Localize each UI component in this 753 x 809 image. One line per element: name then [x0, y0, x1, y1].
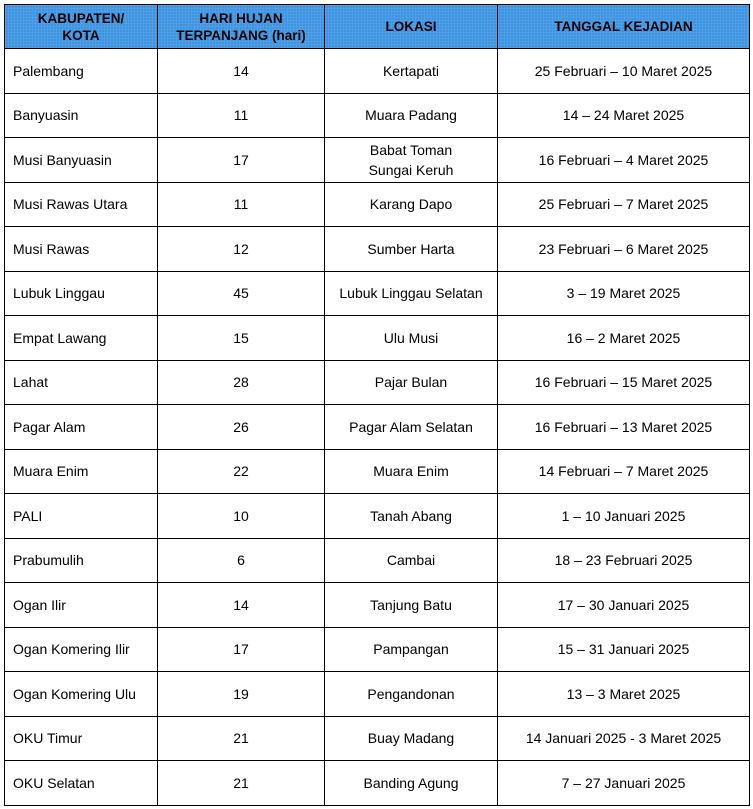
- lokasi-line: Muara Padang: [365, 107, 457, 124]
- cell-kabupaten: Ogan Ilir: [5, 583, 158, 628]
- cell-tanggal-kejadian: 3 – 19 Maret 2025: [498, 271, 750, 316]
- cell-kabupaten: Musi Banyuasin: [5, 138, 158, 183]
- cell-lokasi: [325, 49, 498, 94]
- rainfall-table-container: [4, 4, 750, 806]
- cell-lokasi: [325, 449, 498, 494]
- header-hari-line-1: HARI HUJAN: [199, 10, 283, 26]
- cell-tanggal-kejadian: 23 Februari – 6 Maret 2025: [498, 227, 750, 272]
- table-row: [5, 316, 750, 361]
- cell-tanggal-kejadian: 15 – 31 Januari 2025: [498, 627, 750, 672]
- table-row: [5, 538, 750, 583]
- cell-hari-hujan: 17: [158, 138, 325, 183]
- lokasi-line: Muara Enim: [373, 463, 449, 480]
- cell-hari-hujan: 45: [158, 271, 325, 316]
- cell-hari-hujan: 14: [158, 583, 325, 628]
- cell-tanggal-kejadian: 16 – 2 Maret 2025: [498, 316, 750, 361]
- cell-tanggal-kejadian: 25 Februari – 10 Maret 2025: [498, 49, 750, 94]
- table-row: [5, 49, 750, 94]
- lokasi-line: Ulu Musi: [383, 329, 439, 346]
- lokasi-line: Pampangan: [373, 641, 449, 658]
- cell-kabupaten: Ogan Komering Ulu: [5, 672, 158, 717]
- cell-hari-hujan: 21: [158, 716, 325, 761]
- table-row: [5, 360, 750, 405]
- cell-lokasi: [325, 227, 498, 272]
- cell-lokasi: [325, 182, 498, 227]
- table-row: [5, 672, 750, 717]
- header-kabupaten-line-1: KABUPATEN/: [37, 10, 125, 26]
- cell-hari-hujan: 17: [158, 627, 325, 672]
- lokasi-line: Babat Toman: [369, 141, 453, 158]
- cell-lokasi: [325, 271, 498, 316]
- cell-kabupaten: Musi Rawas: [5, 227, 158, 272]
- cell-tanggal-kejadian: 17 – 30 Januari 2025: [498, 583, 750, 628]
- cell-lokasi: [325, 93, 498, 138]
- cell-tanggal-kejadian: 7 – 27 Januari 2025: [498, 761, 750, 806]
- cell-kabupaten: Palembang: [5, 49, 158, 94]
- header-lokasi: LOKASI: [325, 5, 498, 49]
- cell-lokasi: [325, 405, 498, 450]
- cell-kabupaten: Lahat: [5, 360, 158, 405]
- table-row: [5, 405, 750, 450]
- lokasi-line: Sungai Keruh: [368, 161, 454, 178]
- table-row: [5, 761, 750, 806]
- cell-lokasi: [325, 583, 498, 628]
- lokasi-line: Lubuk Linggau Selatan: [339, 285, 483, 302]
- cell-lokasi: [325, 138, 498, 183]
- cell-hari-hujan: 11: [158, 93, 325, 138]
- table-row: [5, 627, 750, 672]
- cell-kabupaten: OKU Timur: [5, 716, 158, 761]
- cell-tanggal-kejadian: 16 Februari – 13 Maret 2025: [498, 405, 750, 450]
- lokasi-line: Pengandonan: [367, 685, 455, 702]
- cell-tanggal-kejadian: 16 Februari – 15 Maret 2025: [498, 360, 750, 405]
- lokasi-line: Sumber Harta: [367, 240, 455, 257]
- cell-hari-hujan: 26: [158, 405, 325, 450]
- header-tanggal-kejadian: TANGGAL KEJADIAN: [498, 5, 750, 49]
- cell-kabupaten: Musi Rawas Utara: [5, 182, 158, 227]
- table-row: [5, 716, 750, 761]
- cell-lokasi: [325, 494, 498, 539]
- table-row: [5, 93, 750, 138]
- table-row: [5, 138, 750, 183]
- lokasi-line: Cambai: [386, 552, 436, 569]
- cell-tanggal-kejadian: 25 Februari – 7 Maret 2025: [498, 182, 750, 227]
- cell-tanggal-kejadian: 14 Februari – 7 Maret 2025: [498, 449, 750, 494]
- cell-kabupaten: Prabumulih: [5, 538, 158, 583]
- cell-hari-hujan: 22: [158, 449, 325, 494]
- cell-hari-hujan: 11: [158, 182, 325, 227]
- table-body: [5, 49, 750, 806]
- cell-lokasi: [325, 360, 498, 405]
- lokasi-line: Kertapati: [382, 62, 440, 79]
- cell-tanggal-kejadian: 16 Februari – 4 Maret 2025: [498, 138, 750, 183]
- table-header: [5, 5, 750, 49]
- lokasi-line: Pajar Bulan: [374, 374, 448, 391]
- lokasi-line: Banding Agung: [363, 774, 459, 791]
- header-kabupaten-kota: [5, 5, 158, 49]
- cell-kabupaten: Empat Lawang: [5, 316, 158, 361]
- header-kabupaten-line-2: KOTA: [62, 27, 100, 43]
- cell-hari-hujan: 15: [158, 316, 325, 361]
- cell-lokasi: [325, 716, 498, 761]
- cell-kabupaten: Ogan Komering Ilir: [5, 627, 158, 672]
- cell-hari-hujan: 6: [158, 538, 325, 583]
- cell-lokasi: [325, 672, 498, 717]
- cell-tanggal-kejadian: 1 – 10 Januari 2025: [498, 494, 750, 539]
- cell-hari-hujan: 12: [158, 227, 325, 272]
- cell-hari-hujan: 14: [158, 49, 325, 94]
- cell-tanggal-kejadian: 14 – 24 Maret 2025: [498, 93, 750, 138]
- table-row: [5, 449, 750, 494]
- table-row: [5, 227, 750, 272]
- table-row: [5, 583, 750, 628]
- cell-tanggal-kejadian: 18 – 23 Februari 2025: [498, 538, 750, 583]
- cell-kabupaten: Banyuasin: [5, 93, 158, 138]
- header-hari-hujan: [158, 5, 325, 49]
- cell-lokasi: [325, 761, 498, 806]
- table-row: [5, 182, 750, 227]
- lokasi-line: Buay Madang: [367, 730, 455, 747]
- cell-hari-hujan: 10: [158, 494, 325, 539]
- cell-kabupaten: Lubuk Linggau: [5, 271, 158, 316]
- cell-lokasi: [325, 538, 498, 583]
- header-hari-line-2: TERPANJANG (hari): [176, 27, 306, 43]
- cell-hari-hujan: 28: [158, 360, 325, 405]
- lokasi-line: Tanah Abang: [370, 507, 452, 524]
- cell-tanggal-kejadian: 13 – 3 Maret 2025: [498, 672, 750, 717]
- lokasi-line: Tanjung Batu: [370, 596, 452, 613]
- cell-lokasi: [325, 627, 498, 672]
- cell-hari-hujan: 19: [158, 672, 325, 717]
- cell-kabupaten: Muara Enim: [5, 449, 158, 494]
- lokasi-line: Pagar Alam Selatan: [349, 418, 473, 435]
- longest-rain-days-table: [4, 4, 750, 806]
- table-row: [5, 271, 750, 316]
- cell-hari-hujan: 21: [158, 761, 325, 806]
- header-row: [5, 5, 750, 49]
- cell-kabupaten: PALI: [5, 494, 158, 539]
- cell-kabupaten: OKU Selatan: [5, 761, 158, 806]
- cell-lokasi: [325, 316, 498, 361]
- cell-tanggal-kejadian: 14 Januari 2025 - 3 Maret 2025: [498, 716, 750, 761]
- cell-kabupaten: Pagar Alam: [5, 405, 158, 450]
- lokasi-line: Karang Dapo: [369, 196, 453, 213]
- table-row: [5, 494, 750, 539]
